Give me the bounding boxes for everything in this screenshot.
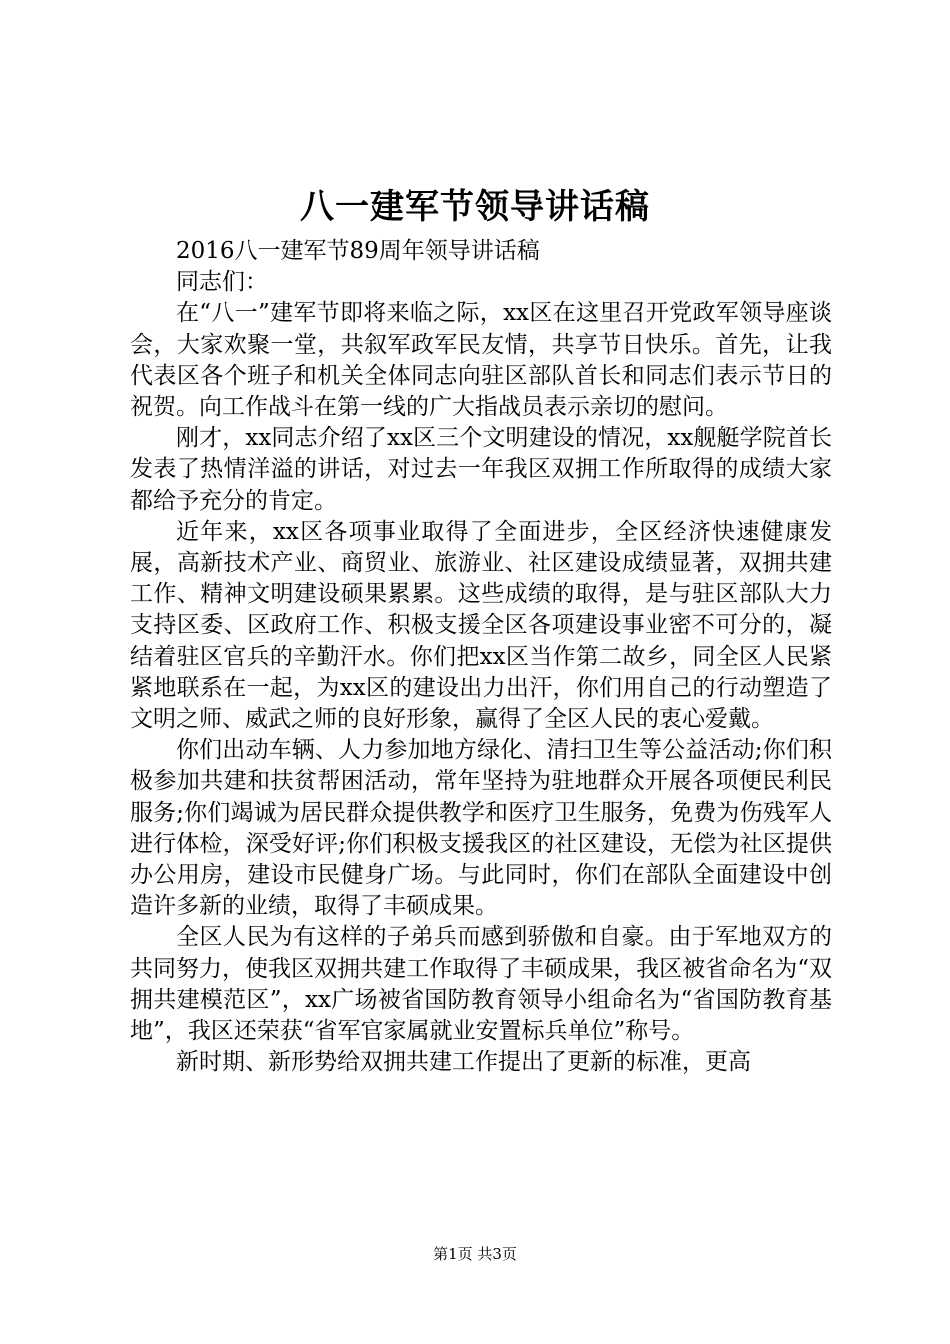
document-subtitle: 2016八一建军节89周年领导讲话稿 [176, 238, 540, 264]
paragraph: 近年来，xx区各项事业取得了全面进步，全区经济快速健康发展，高新技术产业、商贸业、旅游业、社区建设成绩显著，双拥共建工作、精神文明建设硕果累累。这些成绩的取得，是与驻区部队大力支持区委、区政府工作、积极支援全区各项建设事业密不可分的，凝结着驻区官兵的辛勤汗水。你们把xx区当作第二故乡，同全区人民紧紧地联系在一起，为xx区的建设出力出汗，你们用自己的行动塑造了文明之师、威武之师的良好形象，赢得了全区人民的衷心爱戴。 [130, 518, 832, 733]
paragraph: 刚才，xx同志介绍了xx区三个文明建设的情况，xx舰艇学院首长发表了热情洋溢的讲话，对过去一年我区双拥工作所取得的成绩大家都给予充分的肯定。 [130, 425, 832, 514]
paragraph: 在“八一”建军节即将来临之际，xx区在这里召开党政军领导座谈会，大家欢聚一堂，共叙军政军民友情，共享节日快乐。首先，让我代表区各个班子和机关全体同志向驻区部队首长和同志们表示节日的祝贺。向工作战斗在第一线的广大指战员表示亲切的慰问。 [130, 300, 832, 421]
paragraph: 你们出动车辆、人力参加地方绿化、清扫卫生等公益活动;你们积极参加共建和扶贫帮困活动，常年坚持为驻地群众开展各项便民利民服务;你们竭诚为居民群众提供教学和医疗卫生服务，免费为伤残军人进行体检，深受好评;你们积极支援我区的社区建设，无偿为社区提供办公用房，建设市民健身广场。与此同时，你们在部队全面建设中创造许多新的业绩，取得了丰硕成果。 [130, 737, 832, 920]
document-body [130, 236, 832, 1078]
paragraph: 全区人民为有这样的子弟兵而感到骄傲和自豪。由于军地双方的共同努力，使我区双拥共建工作取得了丰硕成果，我区被省命名为“双拥共建模范区”，xx广场被省国防教育领导小组命名为“省国防教育基地”，我区还荣获“省军官家属就业安置标兵单位”称号。 [130, 924, 832, 1045]
salutation: 同志们： [176, 269, 268, 296]
page-footer: 第1页 共3页 [433, 1245, 517, 1263]
document-title: 八一建军节领导讲话稿 [300, 187, 650, 227]
paragraph: 新时期、新形势给双拥共建工作提出了更新的标准，更高 [176, 1049, 751, 1076]
